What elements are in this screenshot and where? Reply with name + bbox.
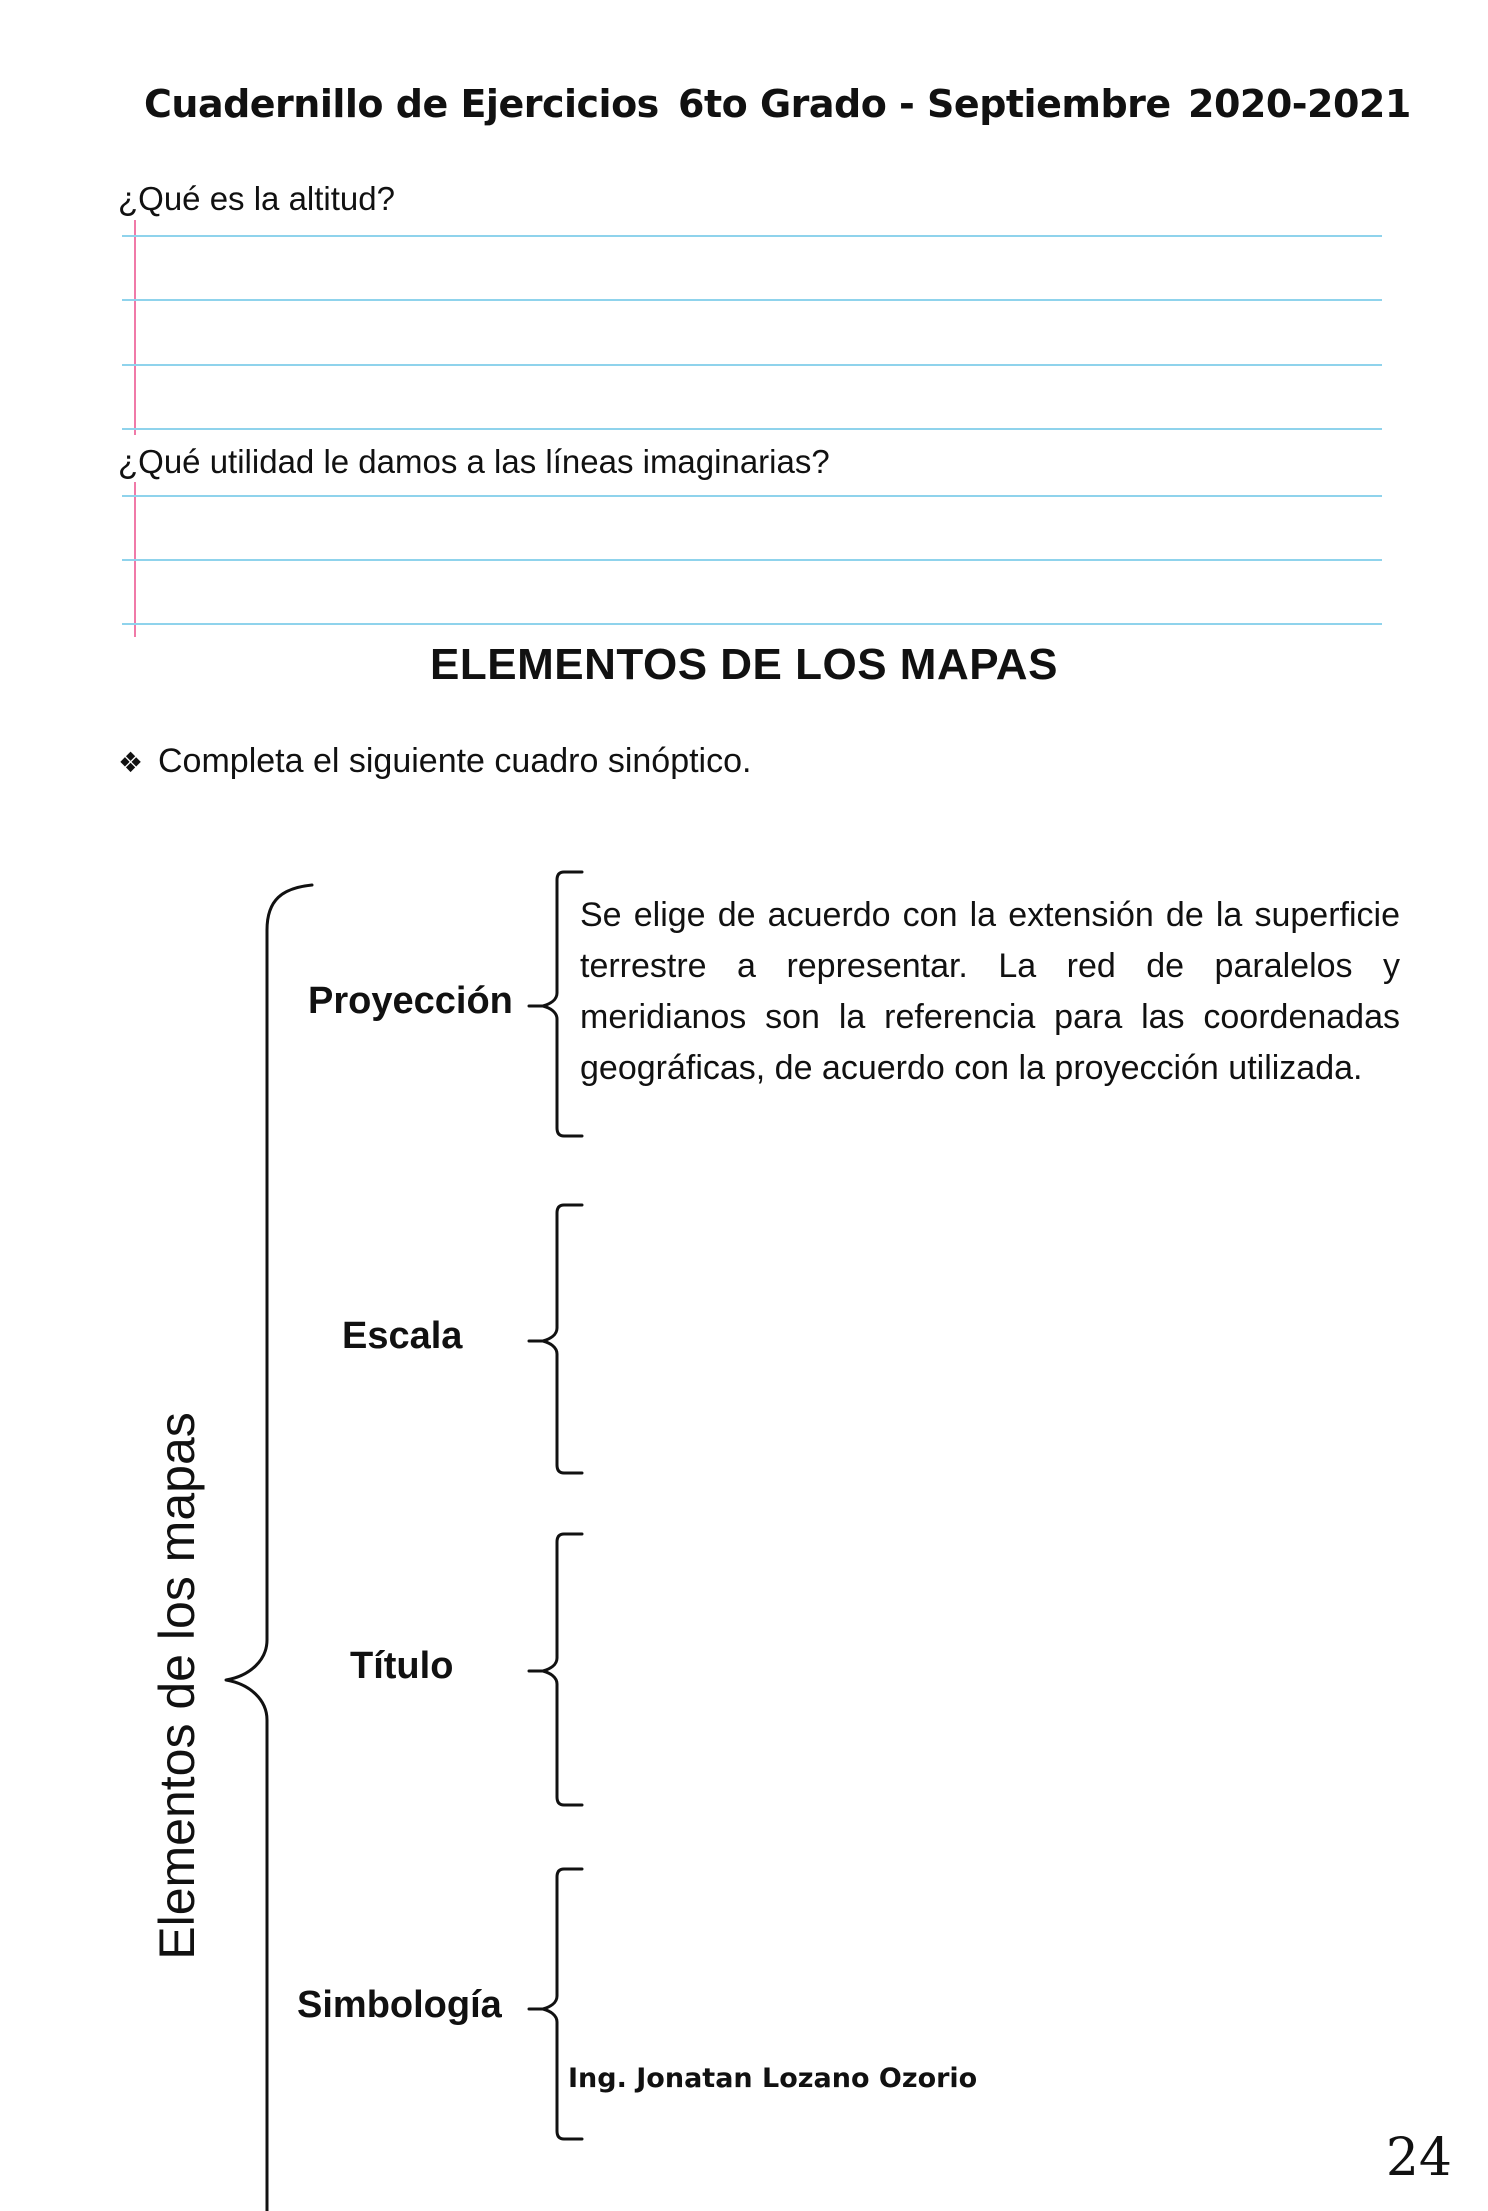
section-title: ELEMENTOS DE LOS MAPAS [430, 640, 1058, 689]
instruction-text: Completa el siguiente cuadro sinóptico. [158, 742, 752, 780]
brace-escala [529, 1205, 582, 1473]
label-escala: Escala [342, 1315, 463, 1357]
label-titulo: Título [350, 1645, 454, 1687]
diagram-main-title: Elementos de los mapas [149, 1412, 205, 1960]
diamond-bullet-icon: ❖ [118, 746, 144, 779]
brace-simbologia [529, 1869, 582, 2139]
label-simbologia: Simbología [297, 1984, 502, 2026]
label-proyeccion: Proyección [308, 980, 513, 1022]
author-credit: Ing. Jonatan Lozano Ozorio [568, 2063, 978, 2094]
header-left-title: Cuadernillo de Ejercicios [144, 82, 659, 126]
header-grade-month: 6to Grado - Septiembre [678, 82, 1171, 126]
header-school-year: 2020-2021 [1188, 82, 1411, 126]
page-number: 24 [1385, 2128, 1452, 2188]
description-proyeccion: Se elige de acuerdo con la extensión de la superficie terrestre a representar. La red de paralelos y meridianos son la referencia para las coordenadas geográficas, de acuerdo con la proyección utilizada. [580, 896, 1400, 1087]
brace-titulo [529, 1534, 582, 1805]
brace-proyeccion [529, 872, 582, 1136]
question-1: ¿Qué es la altitud? [118, 180, 395, 217]
question-2: ¿Qué utilidad le damos a las líneas imaginarias? [118, 443, 830, 480]
